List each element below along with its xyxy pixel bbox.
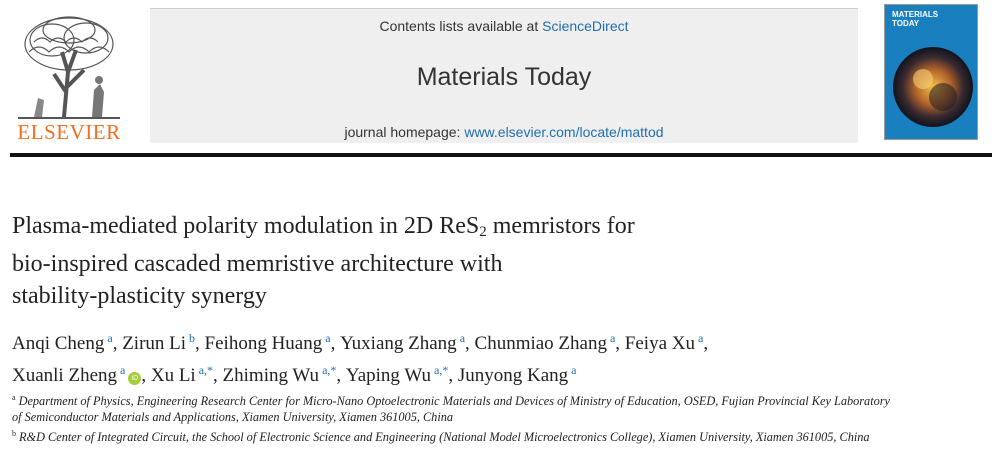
author-separator: ,	[615, 333, 625, 354]
author-separator: ,	[112, 333, 123, 354]
homepage-line	[150, 124, 858, 140]
cover-planet-image	[885, 35, 977, 139]
journal-cover[interactable]	[884, 4, 978, 140]
author-separator: ,	[213, 365, 223, 386]
author-list	[12, 325, 962, 389]
affiliation-mark[interactable]: a,*	[322, 363, 337, 377]
author-separator: ,	[141, 365, 151, 386]
contents-prefix: Contents lists available at	[379, 18, 543, 34]
author-name[interactable]	[346, 365, 458, 386]
elsevier-tree-icon	[14, 12, 124, 120]
header-rule	[10, 153, 992, 157]
author-text: Yaping Wu	[345, 365, 432, 386]
affiliation-mark[interactable]: a	[571, 363, 577, 377]
author-name[interactable]	[12, 333, 122, 354]
title-part2: memristors for	[486, 213, 635, 239]
author-text: Feiya Xu	[624, 333, 695, 354]
journal-title[interactable]: Materials Today	[416, 63, 592, 91]
title-part1: Plasma-mediated polarity modulation in 2D ReS	[12, 213, 480, 239]
article-title	[12, 210, 912, 312]
author-separator: ,	[195, 333, 205, 354]
author-text: Xuanli Zheng	[12, 365, 118, 386]
cover-brand-line2: TODAY	[892, 19, 920, 28]
affiliation-mark[interactable]: a	[609, 331, 616, 345]
affiliation-mark[interactable]: a	[697, 331, 704, 345]
title-subscript: 2	[479, 224, 487, 240]
author-text: Junyong Kang	[457, 365, 569, 386]
affiliation-mark[interactable]: a	[107, 331, 113, 345]
author-name[interactable]	[122, 333, 204, 354]
affiliations	[12, 390, 892, 446]
author-separator: ,	[336, 365, 346, 386]
author-name[interactable]	[340, 333, 474, 354]
author-separator: ,	[465, 333, 475, 354]
elsevier-logo[interactable]	[10, 10, 128, 144]
author-text: Xu Li	[150, 365, 196, 386]
author-text: Chunmiao Zhang	[474, 333, 607, 354]
affiliation-mark[interactable]: a	[325, 331, 331, 345]
title-line2: bio-inspired cascaded memristive architecture with	[12, 251, 503, 277]
cover-brand-line1: MATERIALS	[892, 10, 939, 19]
affiliation-item	[12, 390, 892, 425]
journal-masthead	[150, 8, 858, 143]
affiliation-mark[interactable]: a	[120, 363, 126, 377]
contents-line	[150, 18, 858, 34]
affiliation-text: Department of Physics, Engineering Research Center for Micro-Nano Optoelectronic Materials and Devices of Ministry of Education, OSED, Fujian Provincial Key Laboratory of Semiconductor Materials and Applications, Xiamen University, Xiamen 361005, China	[12, 394, 891, 424]
author-text: Zirun Li	[122, 333, 187, 354]
author-name[interactable]	[223, 365, 346, 386]
affiliation-text: R&D Center of Integrated Circuit, the School of Electronic Science and Engineering (National Model Microelectronics College), Xiamen University, Xiamen 361005, China	[19, 430, 870, 444]
orcid-icon[interactable]: iD	[128, 372, 141, 385]
affiliation-mark[interactable]: a,*	[198, 363, 214, 377]
author-name[interactable]	[205, 333, 341, 354]
affiliation-mark[interactable]: a,*	[434, 363, 449, 377]
author-name[interactable]	[458, 365, 577, 386]
author-name[interactable]	[475, 333, 625, 354]
title-line3: stability-plasticity synergy	[12, 283, 267, 309]
author-text: Anqi Cheng	[12, 333, 105, 354]
affiliation-label: a	[12, 393, 16, 402]
affiliation-mark[interactable]: b	[189, 331, 196, 345]
journal-homepage-link[interactable]: www.elsevier.com/locate/mattod	[464, 124, 664, 140]
cover-brand	[892, 10, 938, 28]
author-separator: ,	[448, 365, 458, 386]
affiliation-mark[interactable]: a	[459, 331, 466, 345]
author-separator: ,	[703, 333, 709, 354]
sciencedirect-link[interactable]: ScienceDirect	[542, 18, 629, 34]
affiliation-item	[12, 426, 892, 445]
author-name[interactable]	[151, 365, 223, 386]
homepage-prefix: journal homepage:	[344, 124, 465, 140]
author-text: Yuxiang Zhang	[340, 333, 457, 354]
publisher-name: ELSEVIER	[17, 120, 121, 144]
author-text: Feihong Huang	[204, 333, 323, 354]
author-name[interactable]	[625, 333, 708, 354]
affiliation-label: b	[12, 429, 16, 438]
author-text: Zhiming Wu	[222, 365, 320, 386]
author-name[interactable]	[12, 365, 151, 386]
author-separator: ,	[330, 333, 341, 354]
